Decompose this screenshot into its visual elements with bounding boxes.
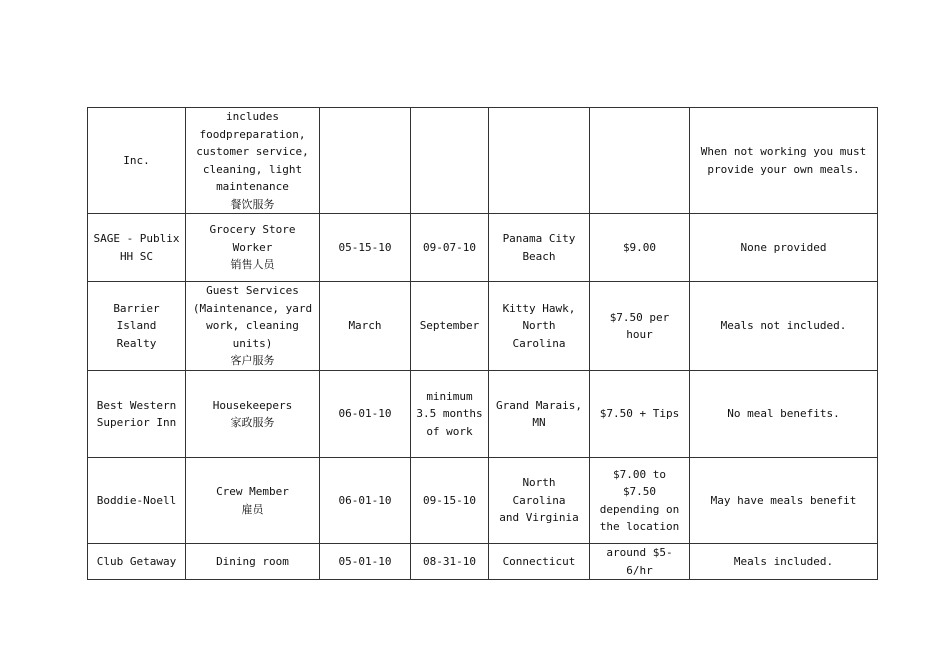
employer-cell: Boddie-Noell [88, 458, 186, 544]
meals-cell: No meal benefits. [690, 371, 878, 458]
end-date-cell [411, 108, 489, 214]
end-date-cell: 09-15-10 [411, 458, 489, 544]
start-date-cell: March [320, 282, 411, 371]
position-cell: includes foodpreparation, customer service, cleaning, light maintenance 餐饮服务 [186, 108, 320, 214]
table-row [88, 214, 878, 282]
position-cell: Guest Services (Maintenance, yard work, cleaning units) 客户服务 [186, 282, 320, 371]
location-cell [489, 108, 590, 214]
meals-cell: When not working you must provide your own meals. [690, 108, 878, 214]
start-date-cell: 05-01-10 [320, 544, 411, 580]
wage-cell: $7.00 to $7.50 depending on the location [590, 458, 690, 544]
wage-cell: around $5-6/hr [590, 544, 690, 580]
employer-cell: Barrier Island Realty [88, 282, 186, 371]
employer-cell: SAGE - Publix HH SC [88, 214, 186, 282]
table-row [88, 282, 878, 371]
start-date-cell: 06-01-10 [320, 371, 411, 458]
start-date-cell: 06-01-10 [320, 458, 411, 544]
location-cell: North Carolina and Virginia [489, 458, 590, 544]
position-cell: Crew Member 雇员 [186, 458, 320, 544]
employer-cell: Inc. [88, 108, 186, 214]
location-cell: Grand Marais, MN [489, 371, 590, 458]
meals-cell: Meals not included. [690, 282, 878, 371]
end-date-cell: 08-31-10 [411, 544, 489, 580]
position-cell: Dining room [186, 544, 320, 580]
end-date-cell: September [411, 282, 489, 371]
position-cell: Grocery Store Worker 销售人员 [186, 214, 320, 282]
location-cell: Panama City Beach [489, 214, 590, 282]
start-date-cell: 05-15-10 [320, 214, 411, 282]
table-row [88, 458, 878, 544]
wage-cell: $7.50 + Tips [590, 371, 690, 458]
employer-cell: Club Getaway [88, 544, 186, 580]
location-cell: Kitty Hawk, North Carolina [489, 282, 590, 371]
wage-cell: $9.00 [590, 214, 690, 282]
end-date-cell: 09-07-10 [411, 214, 489, 282]
table-row [88, 108, 878, 214]
position-cell: Housekeepers 家政服务 [186, 371, 320, 458]
wage-cell [590, 108, 690, 214]
wage-cell: $7.50 per hour [590, 282, 690, 371]
end-date-cell: minimum 3.5 months of work [411, 371, 489, 458]
meals-cell: May have meals benefit [690, 458, 878, 544]
location-cell: Connecticut [489, 544, 590, 580]
table-row [88, 371, 878, 458]
employer-cell: Best Western Superior Inn [88, 371, 186, 458]
meals-cell: Meals included. [690, 544, 878, 580]
start-date-cell [320, 108, 411, 214]
table-row [88, 544, 878, 580]
jobs-table [87, 107, 878, 580]
meals-cell: None provided [690, 214, 878, 282]
